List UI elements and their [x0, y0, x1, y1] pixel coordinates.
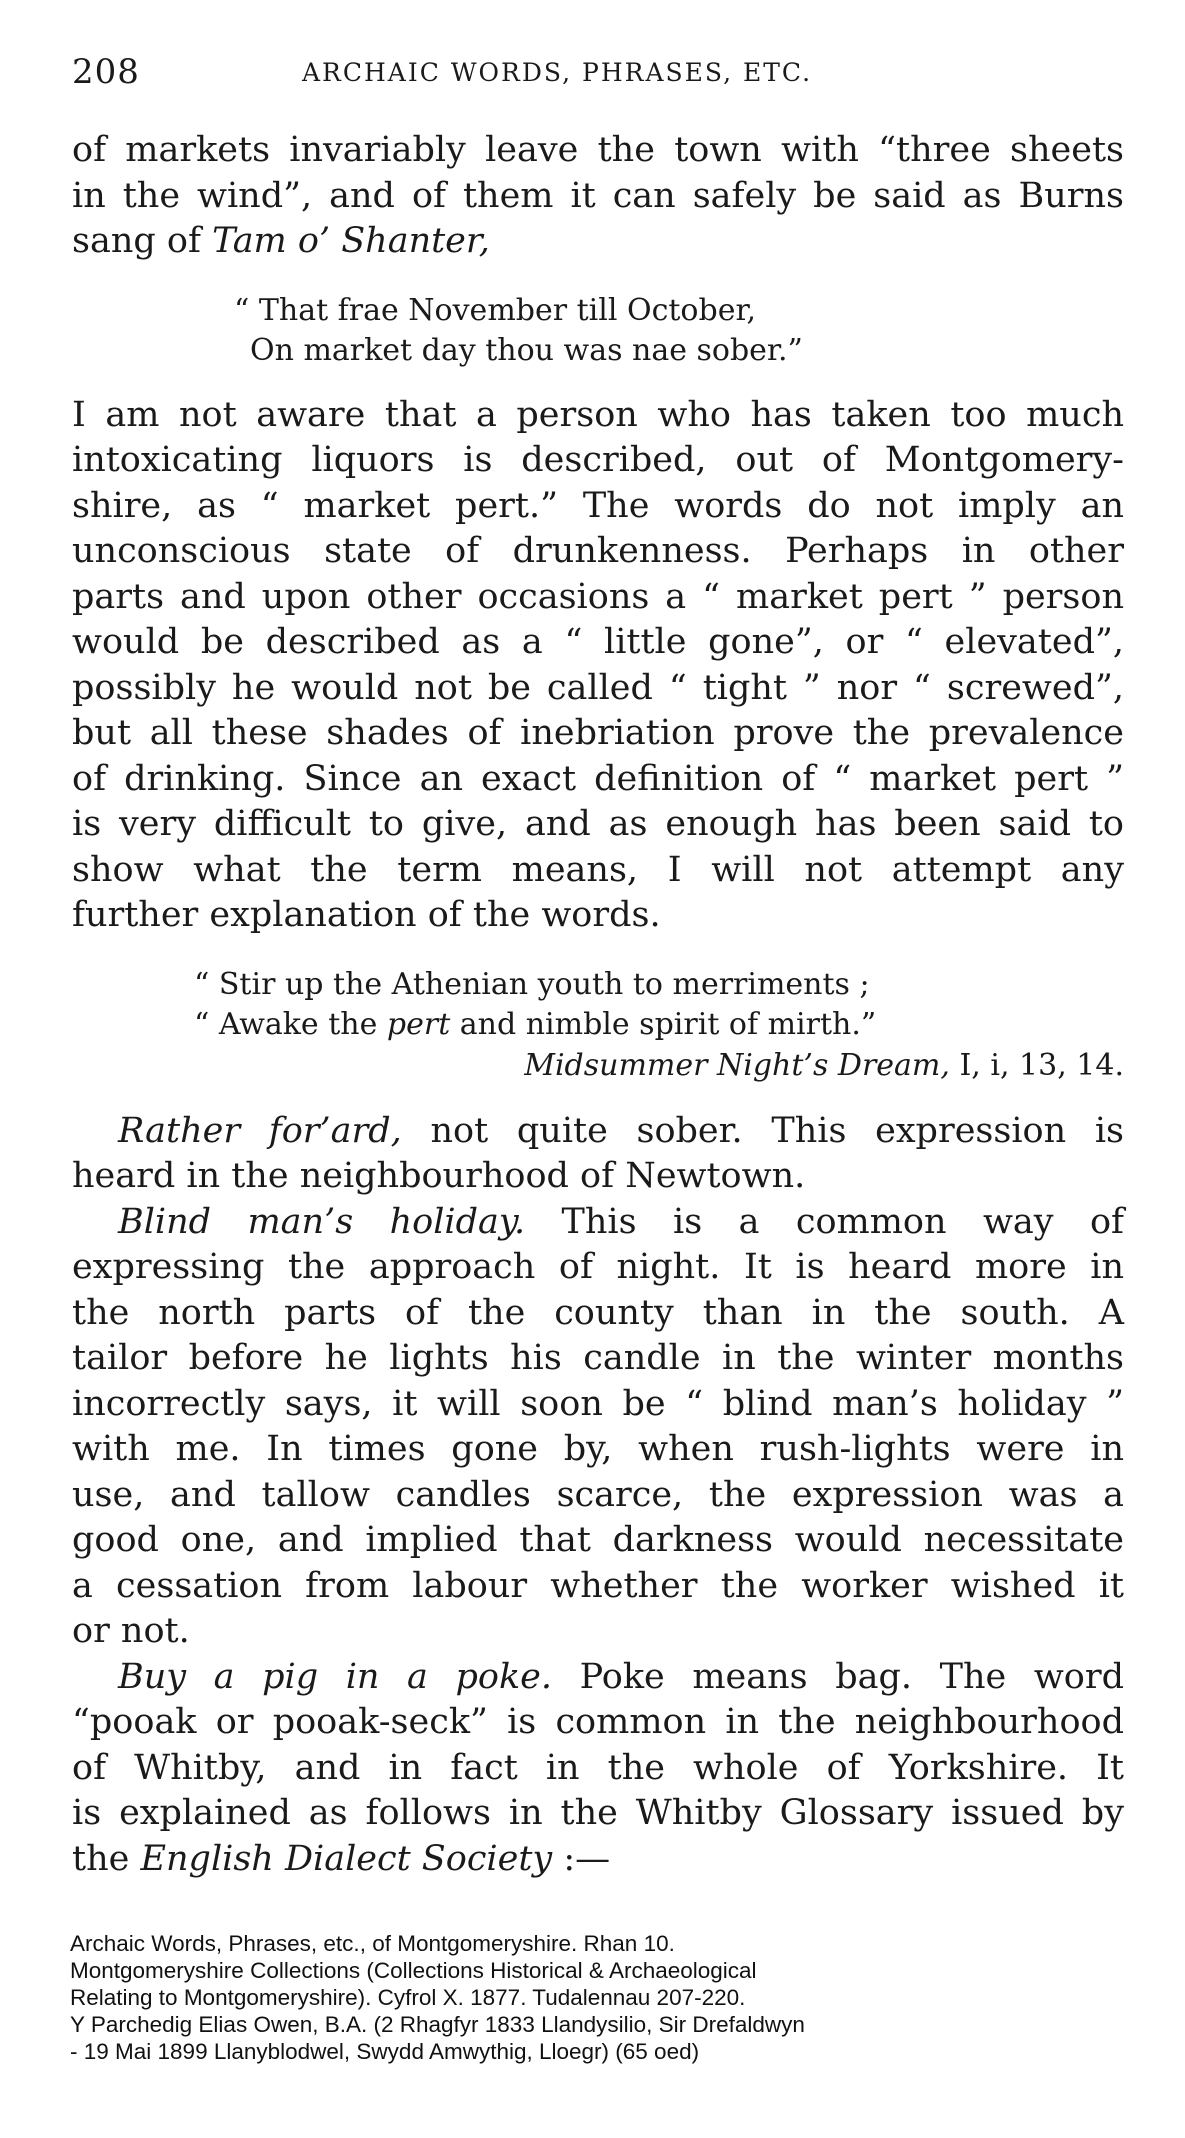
text-line: of markets invariably leave the town with “three sheets: [72, 130, 1124, 170]
text-line: but all these shades of inebriation prove the prevalence: [72, 713, 1124, 753]
text-fragment: not quite sober. This expression is: [401, 1110, 1124, 1151]
text-line: parts and upon other occasions a “ market pert ” person: [72, 576, 1124, 617]
source-caption: [70, 1930, 1150, 2065]
text-line: I am not aware that a person who has taken too much: [72, 394, 1124, 435]
text-line: of Whitby, and in fact in the whole of Yorkshire. It: [72, 1747, 1124, 1788]
poem-title: Tam o’ Shanter,: [212, 221, 490, 261]
caption-line: Archaic Words, Phrases, etc., of Montgomeryshire. Rhan 10.: [70, 1931, 675, 1956]
text-line: good one, and implied that darkness would necessitate: [72, 1520, 1124, 1560]
verse-line: [72, 1005, 1124, 1045]
text-line: possibly he would not be called “ tight ” nor “ screwed”,: [72, 667, 1124, 708]
verse-quote: [72, 291, 1124, 371]
text-fragment: Poke means bag. The word: [552, 1656, 1124, 1697]
text-fragment: “ Awake the: [194, 1006, 387, 1042]
text-line: expressing the approach of night. It is heard more in: [72, 1247, 1124, 1287]
caption-line: Y Parchedig Elias Owen, B.A. (2 Rhagfyr 1833 Llandysilio, Sir Drefaldwyn: [70, 2012, 805, 2037]
paragraph-continuation: [72, 128, 1124, 265]
verse-line: On market day thou was nae sober.”: [250, 332, 803, 368]
paragraph-market-pert: [72, 393, 1124, 939]
quote-citation: [72, 1045, 1124, 1087]
page-body: [72, 128, 1124, 1882]
shakespeare-quote: [72, 965, 1124, 1087]
text-line: intoxicating liquors is described, out of Montgomery-: [72, 440, 1124, 480]
caption-line: - 19 Mai 1899 Llanyblodwel, Swydd Amwythig, Lloegr) (65 oed): [70, 2039, 700, 2064]
text-line: or not.: [72, 1611, 190, 1651]
text-line: use, and tallow candles scarce, the expression was a: [72, 1474, 1124, 1515]
verse-line: “ That frae November till October,: [234, 292, 757, 328]
text-line: further explanation of the words.: [72, 895, 661, 935]
citation-title: Midsummer Night’s Dream,: [524, 1047, 950, 1083]
text-line: with me. In times gone by, when rush-lights were in: [72, 1429, 1124, 1469]
entry-blind-mans-holiday: [72, 1200, 1124, 1655]
entry-term: Rather for’ard,: [118, 1110, 402, 1151]
text-line: tailor before he lights his candle in the winter months: [72, 1338, 1124, 1378]
entry-term: Buy a pig in a poke.: [118, 1656, 553, 1697]
entry-rather-forard: [72, 1109, 1124, 1200]
text-line: [72, 1200, 1124, 1246]
text-line: [72, 1837, 1124, 1883]
text-fragment: :—: [552, 1838, 611, 1879]
text-line: in the wind”, and of them it can safely be said as Burns: [72, 175, 1124, 216]
citation-reference: I, i, 13, 14.: [949, 1047, 1124, 1083]
entry-pig-in-a-poke: [72, 1655, 1124, 1883]
text-line: the north parts of the county than in the south. A: [72, 1292, 1124, 1333]
text-line: is very difficult to give, and as enough has been said to: [72, 804, 1124, 844]
text-line: a cessation from labour whether the worker wished it: [72, 1565, 1124, 1606]
text-fragment: and nimble spirit of mirth.”: [450, 1006, 877, 1042]
text-line: [72, 1655, 1124, 1701]
text-fragment: the: [72, 1838, 141, 1879]
text-line: [72, 219, 1124, 265]
text-line: heard in the neighbourhood of Newtown.: [72, 1156, 806, 1196]
entry-term: Blind man’s holiday.: [118, 1201, 526, 1242]
text-line: show what the term means, I will not attempt any: [72, 849, 1124, 890]
society-name: English Dialect Society: [140, 1838, 553, 1879]
text-line: [72, 1109, 1124, 1155]
page-header: [72, 52, 1132, 96]
text-line: incorrectly says, it will soon be “ blind man’s holiday ”: [72, 1383, 1124, 1424]
verse-line: “ Stir up the Athenian youth to merriments ;: [194, 966, 870, 1002]
text-fragment: sang of: [72, 221, 213, 261]
text-fragment: This is a common way of: [525, 1201, 1124, 1242]
text-line: unconscious state of drunkenness. Perhaps in other: [72, 531, 1124, 571]
emphasis-word: pert: [386, 1006, 451, 1042]
text-line: shire, as “ market pert.” The words do not imply an: [72, 485, 1124, 526]
text-line: “pooak or pooak-seck” is common in the neighbourhood: [72, 1702, 1124, 1742]
running-head: ARCHAIC WORDS, PHRASES, ETC.: [302, 58, 813, 87]
text-line: would be described as a “ little gone”, or “ elevated”,: [72, 622, 1124, 662]
text-line: is explained as follows in the Whitby Glossary issued by: [72, 1793, 1124, 1833]
caption-line: Montgomeryshire Collections (Collections Historical & Archaeological: [70, 1958, 757, 1983]
caption-line: Relating to Montgomeryshire). Cyfrol X. 1877. Tudalennau 207-220.: [70, 1985, 746, 2010]
page-number: 208: [72, 52, 140, 92]
text-line: of drinking. Since an exact definition of “ market pert ”: [72, 758, 1124, 799]
